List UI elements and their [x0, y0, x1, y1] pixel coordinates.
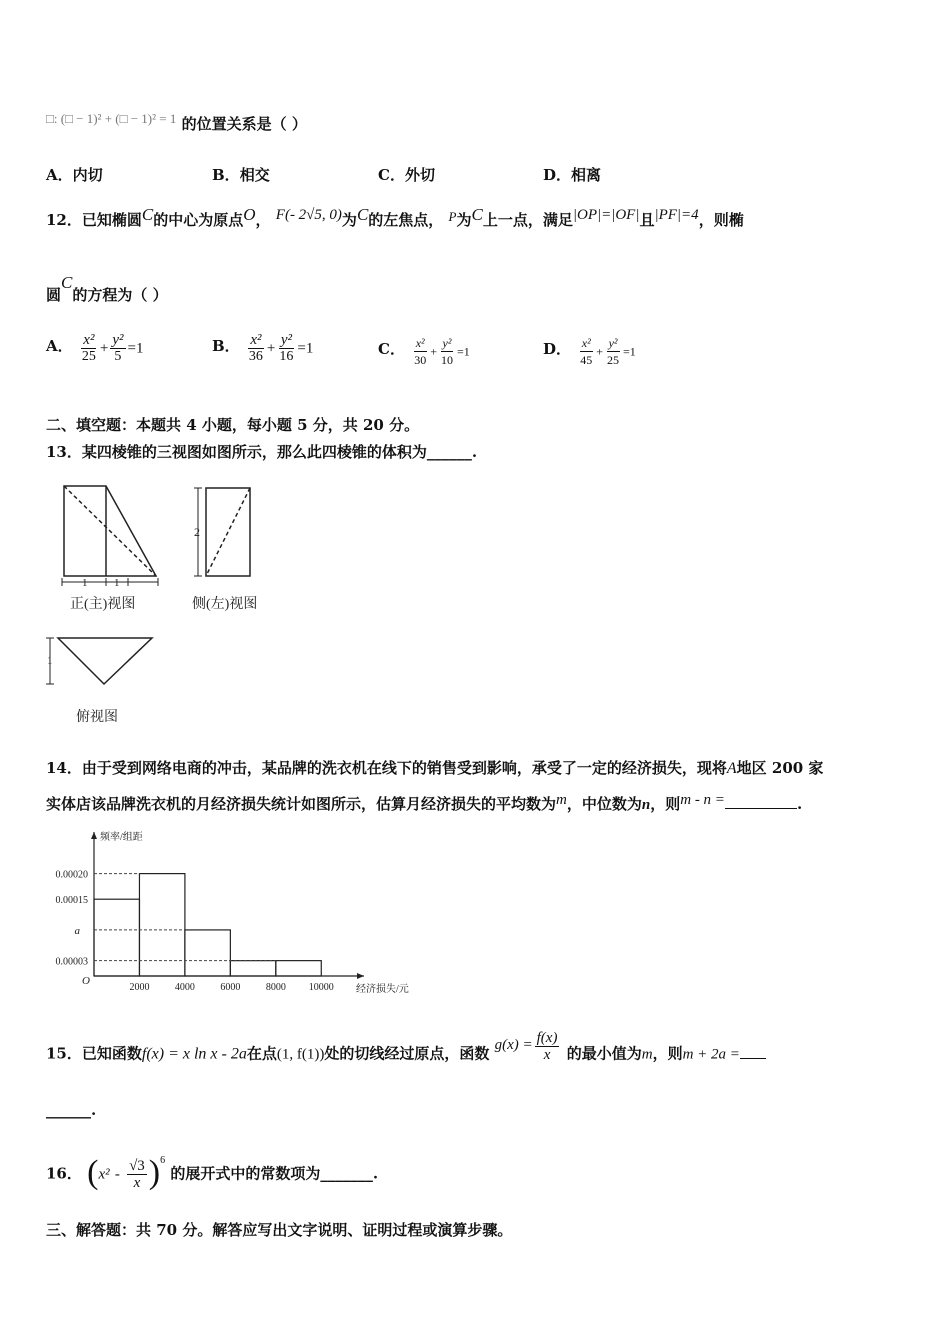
- q11-stem: [46, 108, 307, 133]
- q15-text: 15．已知函数: [46, 1044, 142, 1063]
- x-axis-arrow: [357, 973, 364, 979]
- q14-text: ，中位数为: [566, 795, 642, 813]
- option-letter: B．: [212, 336, 240, 355]
- y-tick-label: 0.00015: [55, 895, 88, 907]
- x-tick-label: 8000: [265, 982, 286, 993]
- q14-line2: [46, 794, 802, 815]
- math-m-minus-n: m - n =: [680, 792, 725, 808]
- option-text: 相交: [239, 166, 270, 184]
- section-3-heading: 三、解答题：共 70 分。解答应写出文字说明、证明过程或演算步骤。: [46, 1221, 513, 1239]
- q12-text: 圆: [46, 286, 62, 304]
- q11-tail: 的位置关系是（ ）: [181, 115, 307, 133]
- math-A: A: [726, 760, 737, 777]
- side-view-hidden-edge: [206, 488, 250, 576]
- answer-blank: [740, 1044, 766, 1059]
- q14-line1: [46, 758, 823, 779]
- q15-text: 在点: [246, 1044, 277, 1063]
- q12-line2: [46, 273, 168, 305]
- front-view: [62, 486, 158, 586]
- fraction: [277, 332, 295, 365]
- fraction: [80, 332, 98, 365]
- numerator: x²: [581, 336, 591, 350]
- q16-fraction: [127, 1158, 147, 1191]
- front-view-hidden-edge: [64, 486, 156, 576]
- math-point: (1, f(1)): [276, 1046, 325, 1063]
- q12-line1: [46, 205, 744, 231]
- fraction: [412, 335, 428, 368]
- top-view: [46, 638, 152, 684]
- option-letter: A．: [46, 166, 73, 184]
- question-number: 12．: [46, 211, 82, 229]
- math-g: g(x) =: [494, 1036, 533, 1053]
- q16-text: 的展开式中的常数项为_______.: [170, 1164, 379, 1183]
- q12-text: 为: [341, 211, 357, 229]
- math-m: m: [641, 1046, 653, 1063]
- q12-option-d: D． $\frac{\text{x²}}{45}$ + $\frac{\text{y²}}{25}$ =1: [543, 336, 636, 367]
- q14-text: .: [796, 795, 803, 813]
- math-minus: -: [114, 1166, 120, 1183]
- q12-option-a: A． $\frac{\text{x²}}{25}$ + $\frac{\text{y²}}{5}$ =1: [46, 332, 144, 364]
- histogram-bar: [276, 961, 321, 976]
- denominator: x: [133, 1175, 141, 1191]
- y-tick-label: a: [74, 924, 80, 937]
- origin-label: O: [82, 975, 90, 987]
- equals-one: =1: [623, 344, 636, 359]
- denominator: 16: [279, 349, 294, 364]
- math-C: C: [141, 205, 154, 224]
- q12-text: 的左焦点，: [368, 211, 444, 229]
- math-condition-1: |OP|=|OF|: [572, 207, 640, 223]
- numerator: x²: [83, 332, 95, 348]
- front-dimension-2: 1: [114, 577, 120, 589]
- math-x-squared: x²: [98, 1166, 110, 1183]
- fraction: [439, 335, 455, 368]
- histogram-bar: [185, 930, 230, 976]
- denominator: 25: [607, 353, 620, 367]
- math-C: C: [61, 273, 73, 292]
- option-letter: D．: [543, 166, 572, 184]
- option-text: 内切: [72, 166, 103, 184]
- q13-stem: 13．某四棱锥的三视图如图所示，那么此四棱锥的体积为______.: [46, 443, 478, 461]
- math-f: f(x) = x ln x - 2a: [141, 1045, 247, 1063]
- fraction: [110, 332, 125, 365]
- histogram-bar: [230, 961, 275, 976]
- q16-line: 16． (x² - $\frac{√3}{x}$ )$^6$ 的展开式中的常数项为_______.: [46, 1153, 379, 1191]
- denominator: 25: [81, 349, 96, 364]
- option-letter: B．: [212, 166, 240, 184]
- q12-text: 且: [639, 211, 655, 229]
- y-tick-label: 0.00020: [55, 869, 88, 881]
- math-O: O: [243, 205, 256, 224]
- option-letter: A．: [46, 336, 73, 355]
- numerator: f(x): [536, 1030, 558, 1046]
- denominator: 5: [114, 349, 122, 364]
- q12-text: 为: [456, 211, 472, 229]
- fraction: [578, 335, 594, 368]
- denominator: 45: [580, 353, 593, 367]
- top-dimension-1: 1: [47, 655, 53, 667]
- top-view-outline: [58, 638, 152, 684]
- q12-text: ，: [255, 211, 271, 229]
- option-text: 相离: [571, 166, 602, 184]
- q11-option-d: [543, 164, 601, 185]
- q15-line1: [46, 1030, 766, 1071]
- denominator: x: [543, 1047, 551, 1063]
- numerator: x²: [415, 336, 425, 350]
- q14-text: 14．由于受到网络电商的冲击，某品牌的洗衣机在线下的销售受到影响，承受了一定的经济损失，现将: [46, 759, 727, 777]
- x-tick-label: 10000: [308, 982, 334, 993]
- section-2-heading: 二、填空题：本题共 4 小题，每小题 5 分，共 20 分。: [46, 416, 420, 434]
- denominator: 10: [440, 353, 453, 367]
- y-axis-arrow: [91, 832, 97, 839]
- denominator: 30: [414, 353, 427, 367]
- equals-one: =1: [456, 344, 470, 359]
- math-n: n: [641, 797, 651, 813]
- math-C: C: [356, 205, 369, 224]
- math-m-plus-2a: m + 2a =: [682, 1046, 740, 1063]
- math-power: 6: [160, 1154, 166, 1166]
- numerator: y²: [112, 332, 124, 348]
- question-number: 16．: [46, 1164, 82, 1183]
- q12-text: ，则椭: [698, 211, 744, 229]
- side-dimension-2: 2: [194, 525, 200, 539]
- q14-text: 实体店该品牌洗衣机的月经济损失统计如图所示，估算月经济损失的平均数为: [46, 795, 557, 813]
- option-text: 外切: [404, 166, 435, 184]
- circle-expression: □: (□ − 1)² + (□ − 1)² = 1: [46, 111, 177, 126]
- math-C: C: [471, 205, 483, 224]
- math-P: P: [448, 209, 457, 224]
- top-view-label: 俯视图: [76, 710, 118, 725]
- q15-text: 的最小值为: [566, 1044, 642, 1063]
- math-focus: F(- 2√5, 0): [275, 207, 342, 223]
- y-tick-label: 0.00003: [55, 956, 88, 968]
- answer-blank: [725, 794, 797, 809]
- q15-line2: ______.: [46, 1101, 97, 1119]
- histogram-bar: [94, 899, 139, 976]
- q15-text: 处的切线经过原点，函数: [324, 1044, 490, 1063]
- side-view-label: 侧(左)视图: [192, 597, 258, 612]
- math-m: m: [556, 792, 567, 808]
- numerator: y²: [442, 336, 452, 350]
- numerator: y²: [608, 336, 618, 350]
- q12-text: 的方程为（ ）: [72, 286, 168, 304]
- y-axis-label: 频率/组距: [100, 832, 143, 843]
- q12-option-b: B． $\frac{\text{x²}}{36}$ + $\frac{\text{y²}}{16}$ =1: [212, 332, 314, 364]
- option-letter: D．: [543, 339, 572, 358]
- math-condition-2: |PF|=4: [654, 207, 699, 223]
- q12-option-c: C． $\frac{\text{x²}}{30}$ + $\frac{\text{y²}}{10}$ =1: [378, 336, 470, 367]
- g-fraction: [535, 1030, 560, 1063]
- x-tick-label: 4000: [174, 982, 195, 993]
- equals-one: =1: [297, 340, 314, 357]
- x-axis-label: 经济损失/元: [356, 984, 409, 995]
- front-view-label: 正(主)视图: [70, 597, 136, 612]
- x-tick-label: 2000: [129, 982, 150, 993]
- q14-text: ，则: [650, 795, 681, 813]
- loss-histogram: [40, 826, 409, 995]
- q12-text: 的中心为原点: [153, 211, 244, 229]
- equals-one: =1: [127, 340, 144, 357]
- fraction: [605, 335, 621, 368]
- numerator: √3: [129, 1158, 145, 1174]
- numerator: x²: [250, 332, 262, 348]
- three-view-figure: [40, 478, 280, 728]
- numerator: y²: [280, 332, 292, 348]
- q12-text: 已知椭圆: [81, 211, 142, 229]
- q12-text: 上一点，满足: [482, 211, 573, 229]
- front-dimension-1: 1: [82, 577, 88, 589]
- q11-option-c: [378, 164, 435, 185]
- side-view: [194, 488, 250, 576]
- denominator: 36: [248, 349, 263, 364]
- q14-text: 地区 200 家: [736, 759, 824, 777]
- q11-option-a: [46, 164, 103, 185]
- fraction: [247, 332, 265, 365]
- q11-option-b: [212, 164, 270, 185]
- q15-text: ，则: [652, 1044, 683, 1063]
- x-tick-label: 6000: [220, 982, 241, 993]
- option-letter: C．: [378, 166, 405, 184]
- option-letter: C．: [378, 339, 405, 358]
